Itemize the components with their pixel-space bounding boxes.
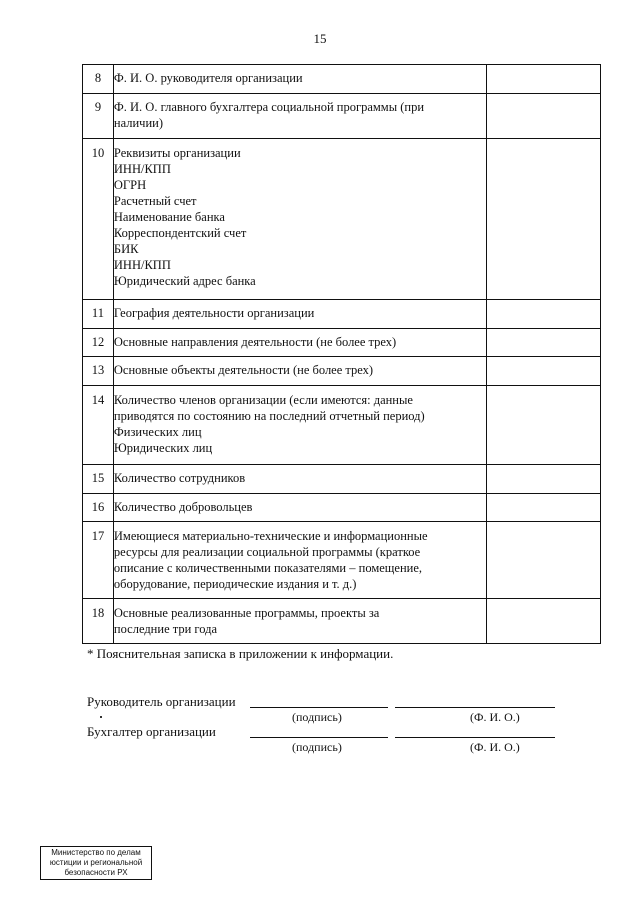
accountant-signature-line[interactable]: [250, 737, 388, 738]
row-value-field[interactable]: [486, 139, 600, 300]
row-label: Ф. И. О. главного бухгалтера социальной программы (при наличии): [113, 94, 486, 139]
row-value-field[interactable]: [486, 300, 600, 329]
table-row: [83, 522, 601, 599]
row-label: География деятельности организации: [113, 300, 486, 329]
row-number: 15: [83, 465, 114, 494]
row-label: Ф. И. О. руководителя организации: [113, 65, 486, 94]
row-label: Количество добровольцев: [113, 494, 486, 522]
table-row: [83, 329, 601, 357]
row-label: Основные реализованные программы, проекты за последние три года: [113, 599, 486, 644]
footnote: * Пояснительная записка в приложении к информации.: [87, 646, 394, 661]
row-number: 13: [83, 357, 114, 386]
table-row: [83, 494, 601, 522]
row-number: 17: [83, 522, 114, 599]
stamp-line: юстиции и региональной: [49, 858, 143, 867]
table-row: [83, 139, 601, 300]
row-value-field[interactable]: [486, 94, 600, 139]
row-value-field[interactable]: [486, 329, 600, 357]
row-value-field[interactable]: [486, 522, 600, 599]
row-value-field[interactable]: [486, 465, 600, 494]
table-row: [83, 94, 601, 139]
accountant-label: Бухгалтер организации: [87, 724, 216, 739]
table-row: [83, 599, 601, 644]
row-number: 8: [83, 65, 114, 94]
stamp-line: Министерство по делам: [51, 848, 141, 857]
table-row: [83, 357, 601, 386]
table-row: [83, 300, 601, 329]
row-value-field[interactable]: [486, 65, 600, 94]
accountant-name-line[interactable]: [395, 737, 555, 738]
stamp-line: безопасности РХ: [64, 868, 128, 877]
row-value-field[interactable]: [486, 386, 600, 465]
stray-mark: [100, 716, 102, 718]
director-name-caption: (Ф. И. О.): [470, 710, 520, 724]
row-label: Основные направления деятельности (не более трех): [113, 329, 486, 357]
table-row: [83, 386, 601, 465]
row-label: Имеющиеся материально-технические и информационные ресурсы для реализации социальной программы (краткое описание с количественными показателями – помещение, оборудование, периодические издания и т. д.): [113, 522, 486, 599]
row-label: Реквизиты организации ИНН/КПП ОГРН Расчетный счет Наименование банка Корреспондентский счет БИК ИНН/КПП Юридический адрес банка: [113, 139, 486, 300]
table-row: [83, 465, 601, 494]
ministry-stamp: [40, 846, 152, 880]
director-label: Руководитель организации: [87, 694, 236, 709]
row-number: 9: [83, 94, 114, 139]
row-number: 14: [83, 386, 114, 465]
row-number: 10: [83, 139, 114, 300]
row-number: 18: [83, 599, 114, 644]
row-number: 12: [83, 329, 114, 357]
accountant-name-caption: (Ф. И. О.): [470, 740, 520, 754]
row-value-field[interactable]: [486, 599, 600, 644]
director-signature-line[interactable]: [250, 707, 388, 708]
row-number: 16: [83, 494, 114, 522]
page-number: 15: [313, 31, 327, 46]
table-row: [83, 65, 601, 94]
row-label: Количество сотрудников: [113, 465, 486, 494]
row-number: 11: [83, 300, 114, 329]
director-signature-caption: (подпись): [292, 710, 342, 724]
accountant-signature-caption: (подпись): [292, 740, 342, 754]
info-table: [82, 64, 601, 644]
row-value-field[interactable]: [486, 357, 600, 386]
row-label: Основные объекты деятельности (не более трех): [113, 357, 486, 386]
row-label: Количество членов организации (если имеются: данные приводятся по состоянию на последний отчетный период) Физических лиц Юридических лиц: [113, 386, 486, 465]
director-name-line[interactable]: [395, 707, 555, 708]
row-value-field[interactable]: [486, 494, 600, 522]
